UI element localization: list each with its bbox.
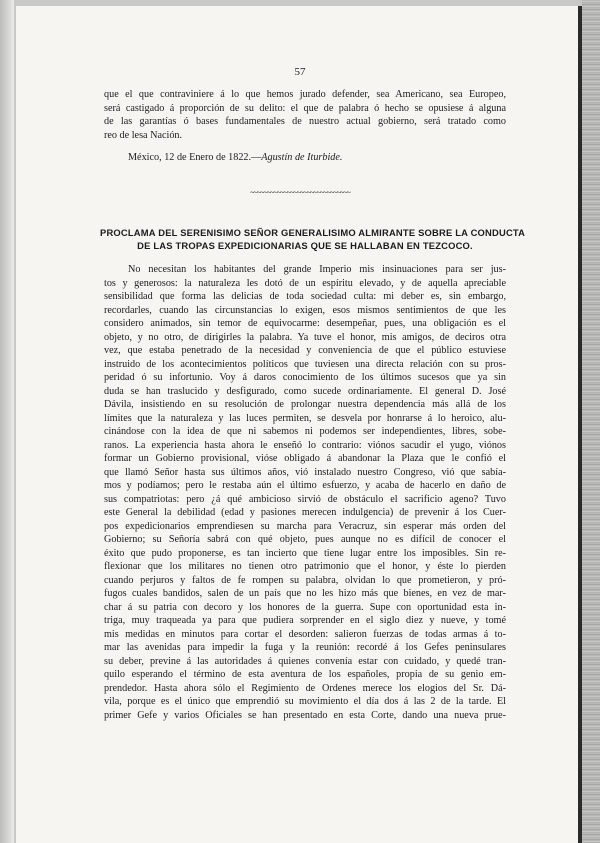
text-line: de las garantías ó bases fundamentales de nuestro actual gobierno, será tratado como — [104, 116, 506, 127]
text-line: que llamó Señor hasta sus últimos años, vió instalado nuestro Congreso, vió que sabía- — [104, 466, 506, 478]
text-line: vila, porque es el único que emprendió su movimiento el día dos á las 2 de la tarde. El — [104, 696, 506, 707]
text-line: reo de lesa Nación. — [104, 129, 183, 141]
signature-date: México, 12 de Enero de 1822.— — [128, 152, 262, 163]
scan-margin-left — [0, 0, 14, 843]
text-line: ranos. La experiencia hasta ahora le enseñó lo contrario: viónos sacudir el yugo, viónos — [104, 439, 506, 451]
text-line: éxito que pudo proponerse, es tan incierto que tiene lugar entre los imposibles. Sin re- — [104, 547, 506, 559]
proclamation-body — [104, 263, 506, 722]
text-line: cuando perjuros y faltos de fe rompen su palabra, olvidan lo que prometieron, y pró- — [104, 574, 506, 586]
text-line: objeto, y no otro, de dirigirles la palabra. Ya tuve el honor, mis amigos, de deciros otra — [104, 331, 506, 343]
text-line: será castigado á proporción de su delito: el que de palabra ó hecho se opusiese á alguna — [104, 102, 506, 114]
text-line: este General la debilidad (edad y pasiones merecen indulgencia) de prevenir á los Cuer- — [104, 507, 506, 518]
text-line: formar un Gobierno provisional, vióse obligado á abandonar la Plaza que le confió el — [104, 453, 506, 464]
text-line: flexionar que los militares no tienen otro patrimonio que el honor, y éste lo pierden — [104, 561, 506, 572]
text-line: fugos cuales bandidos, salen de un país que no les hizo más que bienes, en vez de mar- — [104, 588, 506, 599]
text-line: quilo esperando el término de esta aventura de los españoles, propia de su genio em- — [104, 669, 506, 680]
text-line: instruido de los acontecimientos políticos que tuviesen una directa relación con su pros- — [104, 358, 506, 370]
text-line: su deber, previne á las autoridades á quienes convenía estar con cuidado, y quedé tran- — [104, 655, 506, 667]
heading-line-1: PROCLAMA DEL SERENISIMO SEÑOR GENERALISIMO ALMIRANTE SOBRE LA CONDUCTA — [100, 227, 526, 238]
text-line: primer Gefe y varios Oficiales se han presentado en esta Corte, dando una nueva prue- — [104, 709, 506, 721]
heading-line-2: DE LAS TROPAS EXPEDICIONARIAS QUE SE HALLABAN EN TEZCOCO. — [137, 240, 473, 251]
signature-line — [104, 151, 506, 165]
text-line: No necesitan los habitantes del grande Imperio mis insinuaciones para ser jus- — [128, 264, 506, 275]
text-line: mis medidas en minutos para cortar el desorden: salieron fuerzas de todas armas á to- — [104, 628, 506, 640]
section-divider: ~~~~~~~~~~~~~~~~~~~~~~~~~~~~~~ — [250, 188, 350, 197]
signature-name: Agustín de Iturbide. — [261, 152, 343, 163]
text-line: peridad ó su infortunio. Voy á daros conocimiento de los últimos sucesos que ya sin — [104, 372, 506, 383]
scan-margin-right — [582, 0, 600, 843]
text-line: recordarles, cuando las circunstancias lo exigen, esos mismos sentimientos de que les — [104, 304, 506, 316]
text-line: prendedor. Hasta ahora sólo el Regimiento de Ordenes merece los elogios del Sr. Dá- — [104, 682, 506, 694]
proclamation-heading — [100, 226, 526, 252]
text-line: sus compatriotas: pero ¿á qué ambicioso sirvió de obstáculo el sacrificio ageno? Tuvo — [104, 493, 506, 505]
text-line: triga, muy traqueada ya para que pudiera sorprender en el siglo diez y nueve, y tomé — [104, 615, 506, 626]
top-paragraph — [104, 88, 506, 142]
text-line: tos y generosos: la naturaleza les dotó de un espíritu elevado, y de aquella apreciable — [104, 277, 506, 289]
text-line: Gobierno; su Señoría sabrá con qué objeto, pues aunque no es difícil de conocer el — [104, 534, 506, 545]
text-line: vez, que estaba penetrado de la necesidad y conveniencia de que el público estuviese — [104, 345, 506, 356]
text-line: mar las avenidas para impedir la fuga y la reunión: recordé á los Gefes peninsulares — [104, 642, 506, 653]
text-line: cinándose con la idea de que ni sabemos ni podemos ser independientes, libres, sobe- — [104, 426, 506, 437]
text-line: mos y podíamos; pero le restaba aún el último esfuerzo, y acaba de hacerlo en daño de — [104, 480, 506, 491]
text-line: pos expedicionarios emprendiesen su marcha para Veracruz, sin esperar más orden del — [104, 520, 506, 532]
page-number: 57 — [294, 66, 306, 78]
text-line: Dávila, insistiendo en su resolución de prolongar nuestra dependencia más allá de los — [104, 399, 506, 410]
text-line: sensibilidad que forma las delicias de toda sociedad culta: mi deber es, sin embargo, — [104, 291, 506, 302]
text-line: char á su patria con decoro y los honores de la guerra. Supe con oportunidad esta in- — [104, 601, 506, 613]
text-line: considero animados, sin temor de equivocarme: desempeñar, pues, una obligación es el — [104, 318, 506, 329]
text-line: duda se han traslucido y desfigurado, como sucede ordinariamente. El general D. José — [104, 385, 506, 397]
text-line: que el que contraviniere á lo que hemos jurado defender, sea Americano, sea Europeo, — [104, 89, 506, 100]
text-line: límites que la naturaleza y las luces permiten, se desvela por honrarse á lo heroico, alu- — [104, 412, 506, 424]
